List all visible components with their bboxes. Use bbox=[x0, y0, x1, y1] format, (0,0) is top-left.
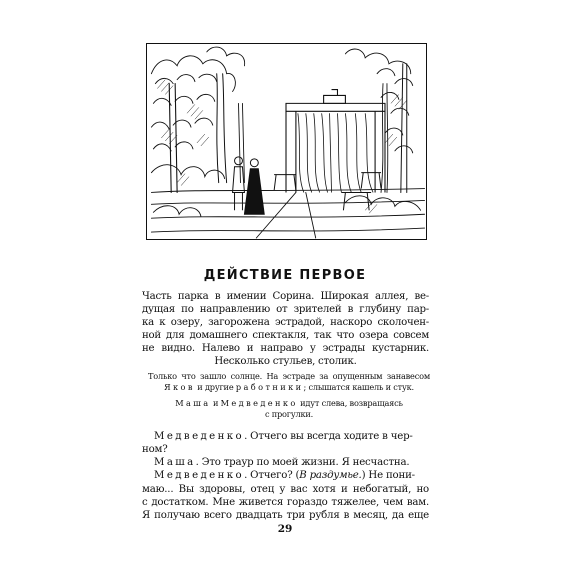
stage-direction-line: Часть парка в имении Сорина. Широкая аллея, ве- bbox=[142, 291, 429, 302]
dialogue bbox=[142, 430, 429, 522]
dialogue-line: маю... Вы здоровы, отец у вас хотя и небогатый, но bbox=[142, 483, 429, 495]
speaker-name: Маша bbox=[154, 457, 196, 469]
character-name: работники bbox=[235, 382, 304, 392]
small-direction-line: Яков и другие работники; слышатся кашель и стук. bbox=[164, 382, 414, 392]
entrance-line: Маша и Медведенко идут слева, возвращаясь bbox=[175, 398, 403, 408]
page-number: 29 bbox=[277, 523, 293, 535]
dialogue-line: ном? bbox=[142, 444, 168, 456]
park-stage-illustration bbox=[146, 43, 427, 240]
stage-remark: В раздумье. bbox=[299, 470, 362, 482]
speaker-name: Медведенко bbox=[154, 470, 245, 482]
dialogue-line: с достатком. Мне живется гораздо тяжелее, чем вам. bbox=[142, 496, 429, 508]
stage-direction-line: ной для домашнего спектакля, так что озера совсем bbox=[142, 330, 429, 342]
character-name: Маша bbox=[175, 398, 211, 408]
entrance-direction bbox=[148, 398, 430, 420]
stage-direction-line: ка к озеру, загорожена эстрадой, наскоро сколочен- bbox=[142, 317, 429, 329]
small-stage-direction bbox=[148, 371, 430, 393]
dialogue-line: Медведенко. Отчего? (В раздумье.) Не пони- bbox=[154, 470, 415, 482]
stage-direction-line: дущая по направлению от зрителей в глубину пар- bbox=[142, 304, 429, 316]
dialogue-line: Медведенко. Отчего вы всегда ходите в чер- bbox=[154, 431, 413, 442]
character-name: Яков bbox=[164, 382, 195, 392]
park-stage-engraving-icon bbox=[147, 44, 426, 239]
entrance-line: с прогулки. bbox=[264, 409, 314, 419]
stage-direction bbox=[142, 290, 429, 369]
stage-direction-line: не видно. Налево и направо у эстрады кустарник. bbox=[142, 343, 429, 355]
act-heading: ДЕЙСТВИЕ ПЕРВОЕ bbox=[203, 268, 367, 283]
stage-direction-line: Несколько стульев, столик. bbox=[214, 356, 357, 368]
character-name: Медведенко bbox=[220, 398, 298, 408]
small-direction-line: Только что зашло солнце. На эстраде за опущенным занавесом bbox=[148, 371, 430, 381]
dialogue-line: Я получаю всего двадцать три рубля в месяц, да еще bbox=[142, 509, 429, 521]
dialogue-line: Маша. Это траур по моей жизни. Я несчастна. bbox=[154, 457, 410, 469]
speaker-name: Медведенко bbox=[154, 431, 245, 442]
